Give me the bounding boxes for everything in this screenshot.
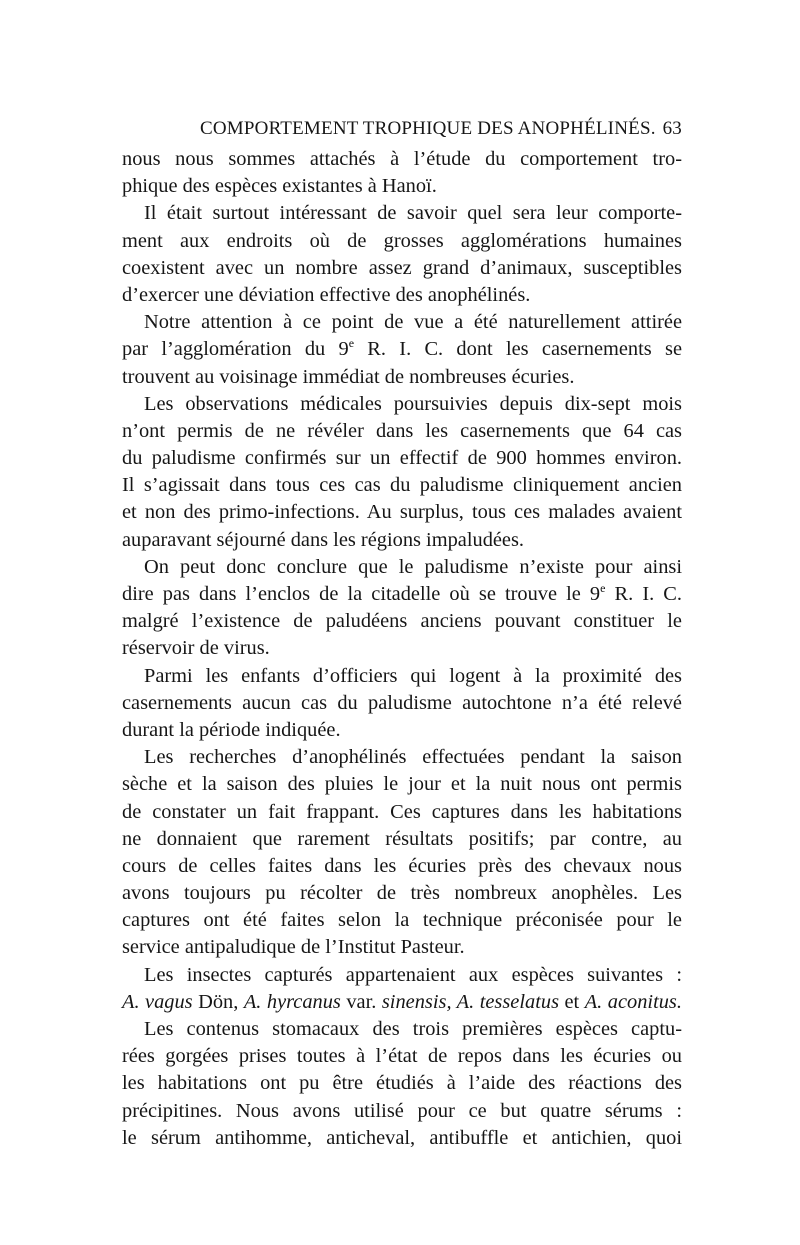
text-line: casernements aucun cas du paludisme autochtone n’a été relevé [122,691,682,714]
species-name: A. hyrcanus [243,990,341,1013]
text-line: coexistent avec un nombre assez grand d’animaux, susceptibles [122,256,682,279]
text-line: Les contenus stomacaux des trois premières espèces captu- [144,1018,682,1040]
text-line: durant la période indiquée. [122,718,341,741]
text-run: du paludisme confirmés sur un effectif de 900 hommes environ. [122,447,682,470]
species-name: sinensis, A. tesselatus [381,990,560,1013]
species-name: A. vagus [122,990,193,1013]
text-run: par l’agglomération du 9 [122,338,349,361]
paragraph [122,309,682,391]
text-line [122,635,682,662]
text-run: trouvent au voisinage immédiat de nombreuses écuries. [122,365,575,388]
text-run: malgré l’existence de paludéens anciens pouvant constituer le [122,610,682,633]
text-line: ne donnaient que rarement résultats positifs; par contre, au [122,827,682,850]
ordinal-superscript: e [600,581,606,596]
text-line [122,391,682,418]
text-run: Les observations médicales poursuivies depuis dix-sept mois [144,392,682,415]
text-line: d’exercer une déviation effective des anophélinés. [122,283,531,306]
text-line: les habitations ont pu être étudiés à l’aide des réactions des [122,1072,682,1095]
paragraph [122,391,682,554]
book-page [122,112,682,1152]
paragraph-species [122,962,682,1016]
running-title: COMPORTEMENT TROPHIQUE DES ANOPHÉLINÉS. [200,118,656,139]
text-line: précipitines. Nous avons utilisé pour ce but quatre sérums : [122,1099,682,1122]
text-line: cours de celles faites dans les écuries près des chevaux nous [122,854,682,877]
text-run: Notre attention à ce point de vue a été naturellement attirée [144,311,682,334]
paragraph [122,200,682,309]
text-line: Les insectes capturés appartenaient aux espèces suivantes : [144,963,682,986]
text-line [122,309,682,336]
text-line: Parmi les enfants d’officiers qui logent à la proximité des [144,664,682,687]
paragraph [122,146,682,200]
paragraph [122,744,682,962]
text-line [122,499,682,526]
page-number: 63 [662,118,682,139]
text-run: et non des primo-infections. Au surplus, tous ces malades avaient [122,501,682,524]
text-line: rées gorgées prises toutes à l’état de repos dans les écuries ou [122,1045,682,1068]
text-line: sèche et la saison des pluies le jour et la nuit nous ont permis [122,773,682,796]
paragraph [122,1016,682,1152]
text-run: et [559,990,585,1013]
text-line [122,554,682,581]
paragraph [122,554,682,663]
text-line [122,989,682,1016]
text-line: Il était surtout intéressant de savoir quel sera leur comporte- [144,202,682,225]
text-run: réservoir de virus. [122,637,270,660]
text-line: ment aux endroits où de grosses agglomérations humaines [122,229,682,252]
text-line: Les recherches d’anophélinés effectuées pendant la saison [144,746,682,769]
text-run: R. I. C. dont les casernements se [354,338,682,361]
text-line: de constater un fait frappant. Ces captures dans les habitations [122,800,682,823]
running-header [122,112,682,146]
text-run: On peut donc conclure que le paludisme n’existe pour ainsi [144,555,682,578]
ordinal-superscript: e [348,336,355,351]
text-line: avons toujours pu récolter de très nombreux anophèles. Les [122,882,682,905]
text-run: n’ont permis de ne révéler dans les casernements que 64 cas [122,419,682,442]
text-run: Dön, [192,990,244,1013]
text-line [122,418,682,445]
text-line [122,445,682,472]
text-line: nous nous sommes attachés à l’étude du comportement tro- [122,148,682,170]
paragraph [122,663,682,745]
page-body [122,146,682,1152]
text-line: phique des espèces existantes à Hanoï. [122,175,437,198]
text-line [122,608,682,635]
text-line [122,472,682,499]
text-run: auparavant séjourné dans les régions impaludées. [122,528,525,551]
text-line: service antipaludique de l’Institut Pasteur. [122,936,465,959]
text-line: le sérum antihomme, anticheval, antibuffle et antichien, quoi [122,1126,682,1149]
text-run: dire pas dans l’enclos de la citadelle où se trouve le 9 [122,583,601,605]
text-run: R. I. C. [605,583,683,605]
text-line [122,527,682,554]
text-run: var. [340,990,382,1013]
text-run: Il s’agissait dans tous ces cas du paludisme cliniquement ancien [122,474,682,497]
species-name: A. aconitus. [584,990,682,1013]
text-line [122,364,682,391]
text-line [122,336,682,363]
text-line [122,581,682,608]
text-line: captures ont été faites selon la technique préconisée pour le [122,909,682,932]
